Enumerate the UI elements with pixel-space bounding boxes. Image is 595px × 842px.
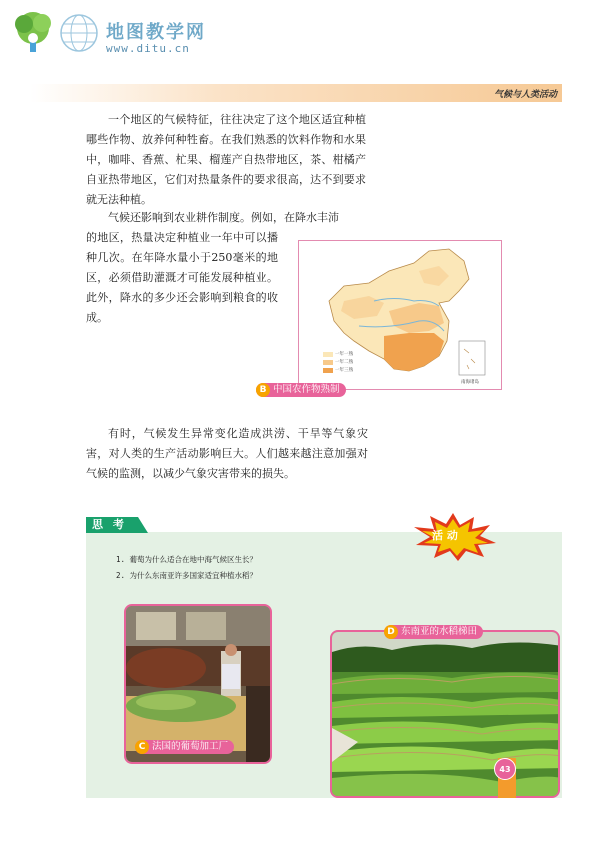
legend-label: 一年二熟: [335, 360, 353, 365]
watermark-title: 地图教学网: [106, 22, 206, 43]
question-2: 2. 为什么东南亚许多国家适宜种植水稻？: [116, 571, 258, 580]
legend-one-crop: [323, 351, 353, 357]
figure-d-caption: [384, 625, 483, 639]
paragraph-farming-intro: 气候还影响到农业耕作制度。例如，在降水丰沛: [108, 211, 339, 224]
globe-icon: [58, 12, 100, 54]
legend-three-crops: [323, 367, 353, 373]
tree-globe-icon: [10, 8, 56, 54]
figure-letter: D: [384, 625, 398, 639]
think-tab: 思 考: [86, 517, 138, 533]
paragraph-disasters: 有时，气候发生异常变化造成洪涝、干旱等气象灾害，对人类的生产活动影响巨大。人们越来越注意加强对气候的监测，以减少气象灾害带来的损失。: [86, 427, 368, 480]
figure-b-caption: [256, 383, 346, 397]
legend-swatch: [323, 352, 333, 357]
watermark-logo: [10, 8, 210, 58]
figure-caption-text: 东南亚的水稻梯田: [401, 626, 478, 637]
header-band: [30, 84, 562, 102]
figure-caption-text: 法国的葡萄加工厂: [152, 741, 229, 752]
paragraph-crops: 一个地区的气候特征，往往决定了这个地区适宜种植哪些作物、放养何种牲畜。在我们熟悉的饮料作物和水果中，咖啡、香蕉、杧果、榴莲产自热带地区，茶、柑橘产自亚热带地区，它们对热量条件的要求很高，达不到要求就无法种植。: [86, 113, 366, 206]
watermark-url: www.ditu.cn: [106, 42, 190, 55]
page-number: 43: [494, 758, 516, 780]
figure-c-caption: [135, 740, 234, 754]
chapter-title: 气候与人类活动: [493, 90, 557, 100]
legend-label: 一年一熟: [335, 352, 353, 357]
terrace-illustration: [332, 632, 560, 798]
paragraph-farming: 的地区，热量决定种植业一年中可以播种几次。在年降水量小于250毫米的地区，必须借助灌溉才可能发展种植业。此外，降水的多少还会影响到粮食的收成。: [86, 231, 278, 324]
figure-letter: C: [135, 740, 149, 754]
rice-terrace-photo: [330, 630, 560, 798]
question-1: 1. 葡萄为什么适合在地中海气候区生长？: [116, 555, 258, 564]
activity-label: 活 动: [432, 529, 458, 542]
china-crop-map: [298, 240, 502, 390]
figure-letter: B: [256, 383, 270, 397]
legend-label: 一年三熟: [335, 368, 353, 373]
legend-swatch: [323, 368, 333, 373]
legend-swatch: [323, 360, 333, 365]
south-china-sea-label: 南海诸岛: [461, 380, 479, 385]
figure-caption-text: 中国农作物熟制: [273, 384, 340, 395]
legend-two-crops: [323, 359, 353, 365]
